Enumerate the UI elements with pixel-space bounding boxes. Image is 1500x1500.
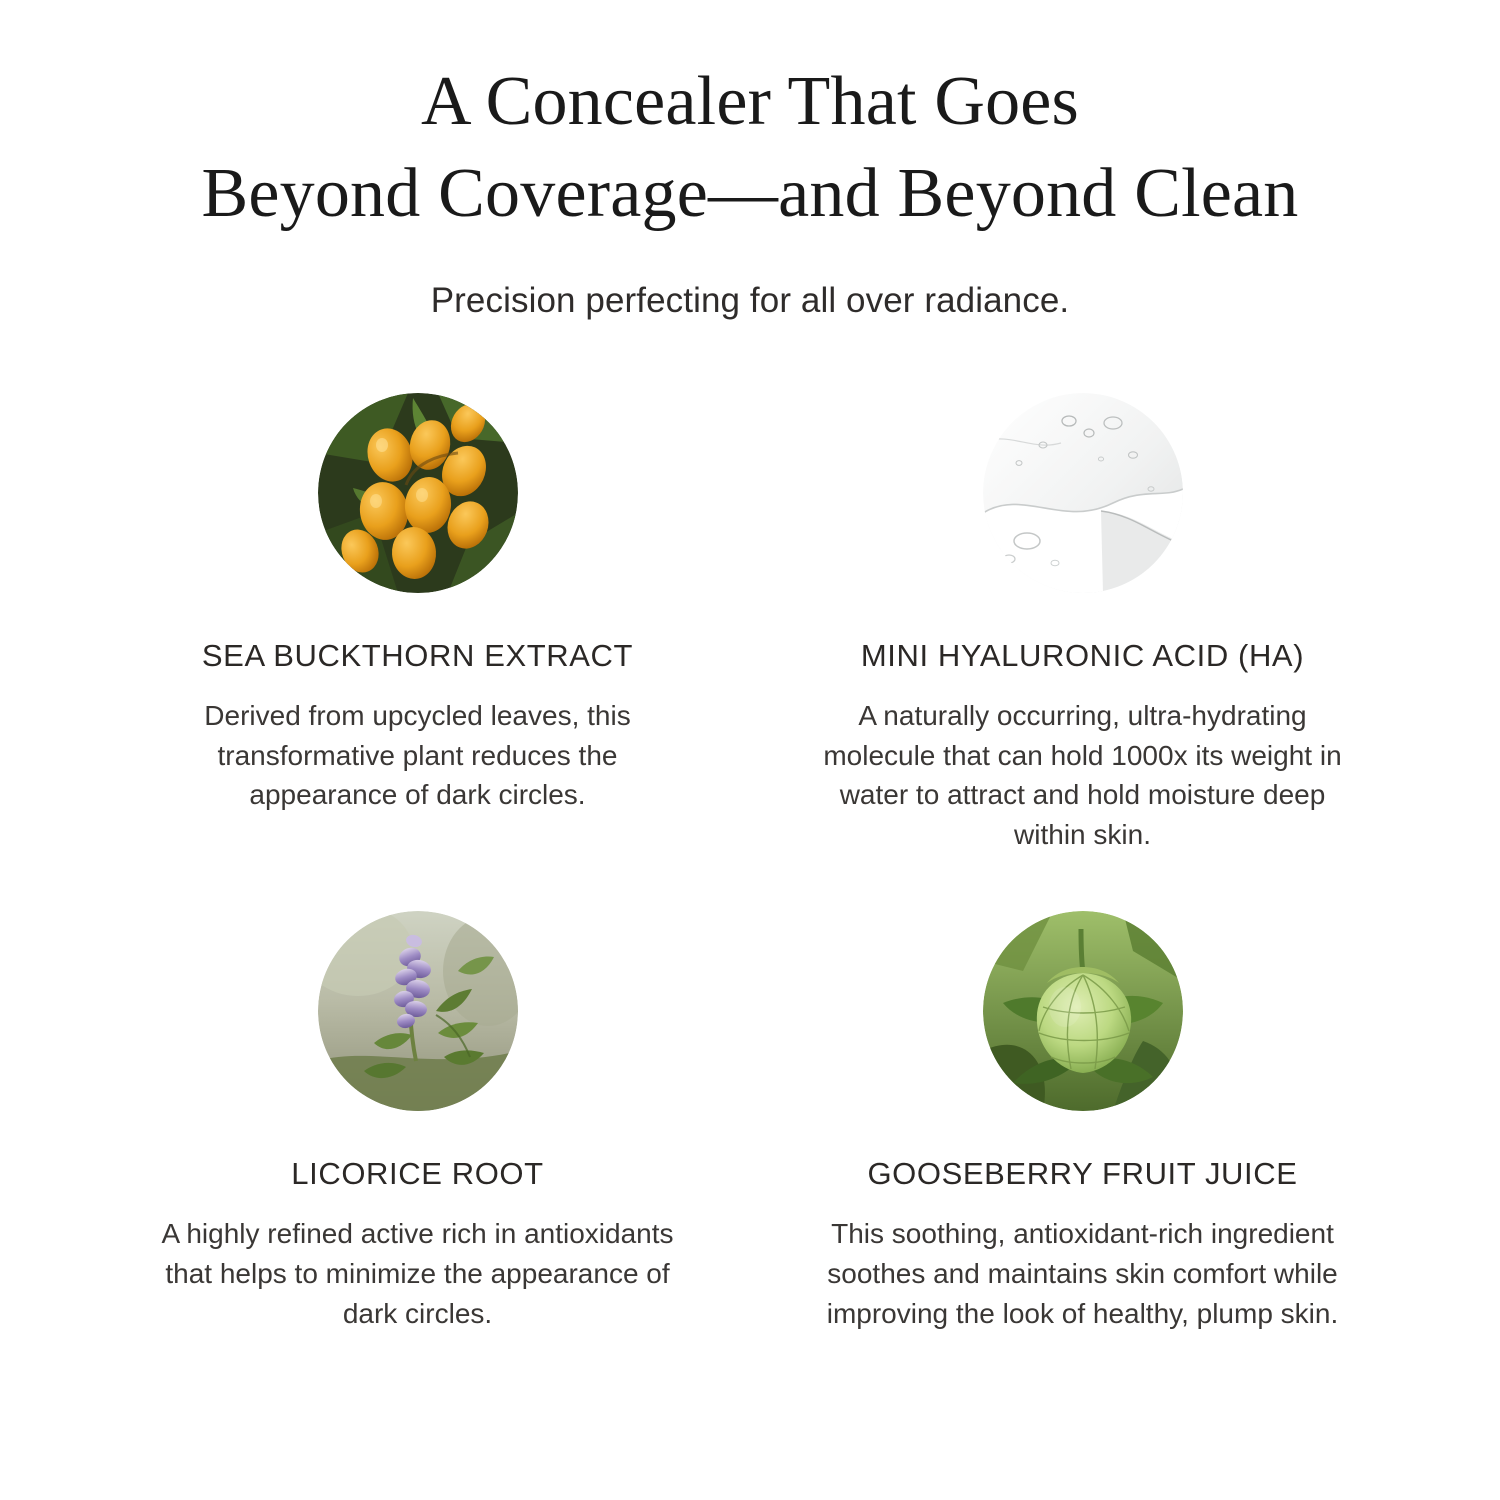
ingredient-description: This soothing, antioxidant-rich ingredient soothes and maintains skin comfort while improving the look of healthy, plump skin. (826, 1218, 1339, 1329)
sea-buckthorn-berries-photo (318, 393, 518, 593)
hyaluronic-acid-gel-texture-photo (983, 393, 1183, 593)
ingredient-title: SEA BUCKTHORN EXTRACT (201, 637, 634, 673)
ingredient-title: LICORICE ROOT (291, 1155, 544, 1191)
ingredient-description: A naturally occurring, ultra-hydrating molecule that can hold 1000x its weight in water to attract and hold moisture deep within skin. (823, 699, 1342, 851)
ingredient-description: A highly refined active rich in antioxidants that helps to minimize the appearance of dark circles. (161, 1218, 674, 1329)
licorice-root-flower-photo (318, 911, 518, 1111)
page-header (0, 0, 1500, 321)
page-title-line-1: A Concealer That Goes (421, 63, 1079, 140)
ingredient-grid (0, 393, 1500, 1334)
page-title (80, 56, 1420, 241)
page-subtitle: Precision perfecting for all over radiance. (430, 280, 1070, 320)
ingredient-description: Derived from upcycled leaves, this transformative plant reduces the appearance of dark circles. (204, 699, 631, 811)
gooseberry-fruit-photo (983, 911, 1183, 1111)
ingredient-title: GOOSEBERRY FRUIT JUICE (867, 1155, 1298, 1191)
ingredient-card (100, 911, 735, 1333)
ingredient-card (765, 911, 1400, 1333)
page-title-line-2: Beyond Coverage—and Beyond Clean (201, 155, 1299, 233)
ingredient-card (765, 393, 1400, 855)
ingredient-card (100, 393, 735, 855)
ingredient-title: MINI HYALURONIC ACID (HA) (860, 637, 1305, 673)
